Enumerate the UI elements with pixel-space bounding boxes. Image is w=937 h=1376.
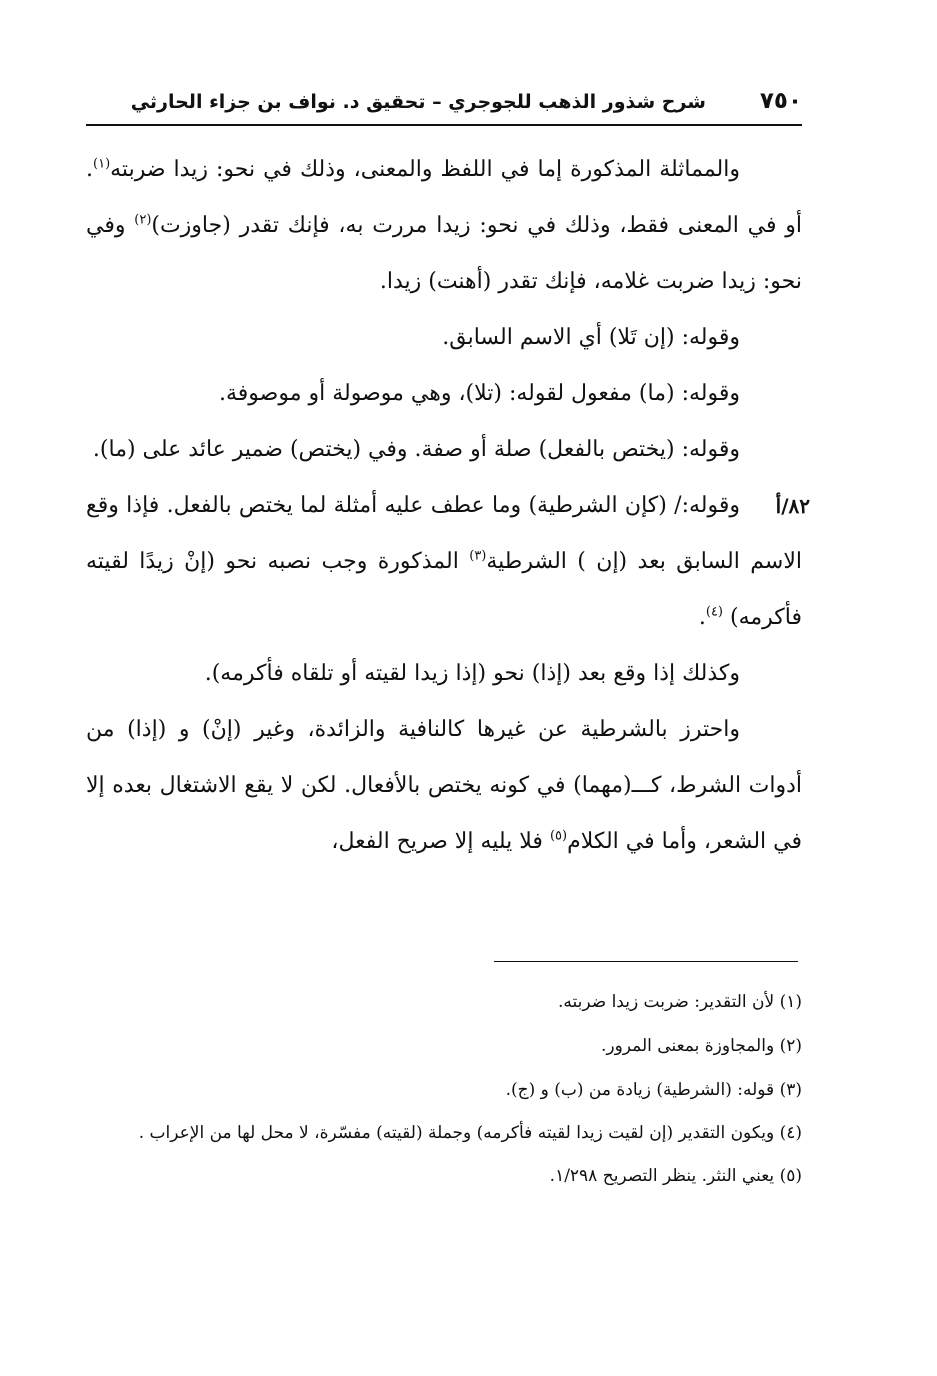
footnote-3: (٣) قوله: (الشرطية) زيادة من (ب) و (ج).	[505, 1080, 802, 1100]
footnote-2: (٢) والمجاوزة بمعنى المرور.	[600, 1036, 802, 1056]
manuscript-folio-ref: ٨٢/أ	[775, 494, 810, 518]
paragraph-3: وقوله: (ما) مفعول لقوله: (تلا)، وهي موصولة أو موصوفة.	[218, 381, 740, 406]
footnote-ref-4: (٤)	[705, 604, 723, 620]
footnotes	[86, 980, 802, 1198]
paragraph-2: وقوله: (إن تَلا) أي الاسم السابق.	[442, 325, 740, 350]
page-header	[86, 88, 802, 126]
footnote-ref-3: (٣)	[469, 548, 487, 564]
paragraph-1	[86, 142, 802, 310]
paragraph-5-text-a: وقوله:/ (كإن الشرطية) وما عطف عليه أمثلة لما يختص بالفعل. فإذا وقع الاسم السابق بعد (إن ) الشرطية	[86, 493, 802, 574]
paragraph-6: وكذلك إذا وقع بعد (إذا) نحو (إذا زيدا لقيته أو تلقاه فأكرمه).	[204, 661, 740, 686]
paragraph-7	[86, 702, 802, 870]
paragraph-5	[86, 478, 810, 646]
footnote-ref-5: (٥)	[549, 828, 568, 844]
footnote-5: (٥) يعني النثر. ينظر التصريح ١/٢٩٨.	[549, 1166, 802, 1186]
paragraph-7-text-a: واحترز بالشرطية عن غيرها كالنافية والزائدة، وغير (إنْ) و (إذا) من أدوات الشرط، كـــ(مهما) في كونه يختص بالأفعال. لكن لا يقع الاشتغال بعده إلا في الشعر، وأما في الكلام	[86, 717, 802, 854]
paragraph-4: وقوله: (يختص بالفعل) صلة أو صفة. وفي (يختص) ضمير عائد على (ما).	[92, 437, 740, 462]
paragraph-5-text-b: المذكورة وجب نصبه نحو (إنْ زيدًا لقيته فأكرمه)	[86, 549, 802, 630]
paragraph-7-text-b: فلا يليه إلا صريح الفعل،	[331, 829, 550, 854]
main-text	[86, 142, 810, 870]
paragraph-5-text-c: .	[698, 605, 706, 630]
paragraph-1-text-b: . أو في المعنى فقط، وذلك في نحو: زيدا مررت به، فإنك تقدر (جاوزت)	[86, 157, 802, 238]
footnote-4: (٤) ويكون التقدير (إن لقيت زيدا لقيته فأكرمه) وجملة (لقيته) مفسّرة، لا محل لها من الإعراب .	[138, 1123, 802, 1143]
paragraph-1-text-a: والمماثلة المذكورة إما في اللفظ والمعنى، وذلك في نحو: زيدا ضربته	[110, 157, 740, 182]
footnote-ref-1: (١)	[93, 156, 111, 172]
footnote-ref-2: (٢)	[134, 212, 152, 228]
paragraph-1-text-c: وفي نحو: زيدا ضربت غلامه، فإنك تقدر (أهنت) زيدا.	[86, 213, 802, 294]
footnote-separator	[494, 961, 798, 962]
running-title: شرح شذور الذهب للجوجري – تحقيق د. نواف بن جزاء الحارثي	[130, 91, 706, 113]
page-number: ٧٥٠	[759, 88, 802, 114]
footnote-1: (١) لأن التقدير: ضربت زيدا ضربته.	[557, 992, 802, 1012]
